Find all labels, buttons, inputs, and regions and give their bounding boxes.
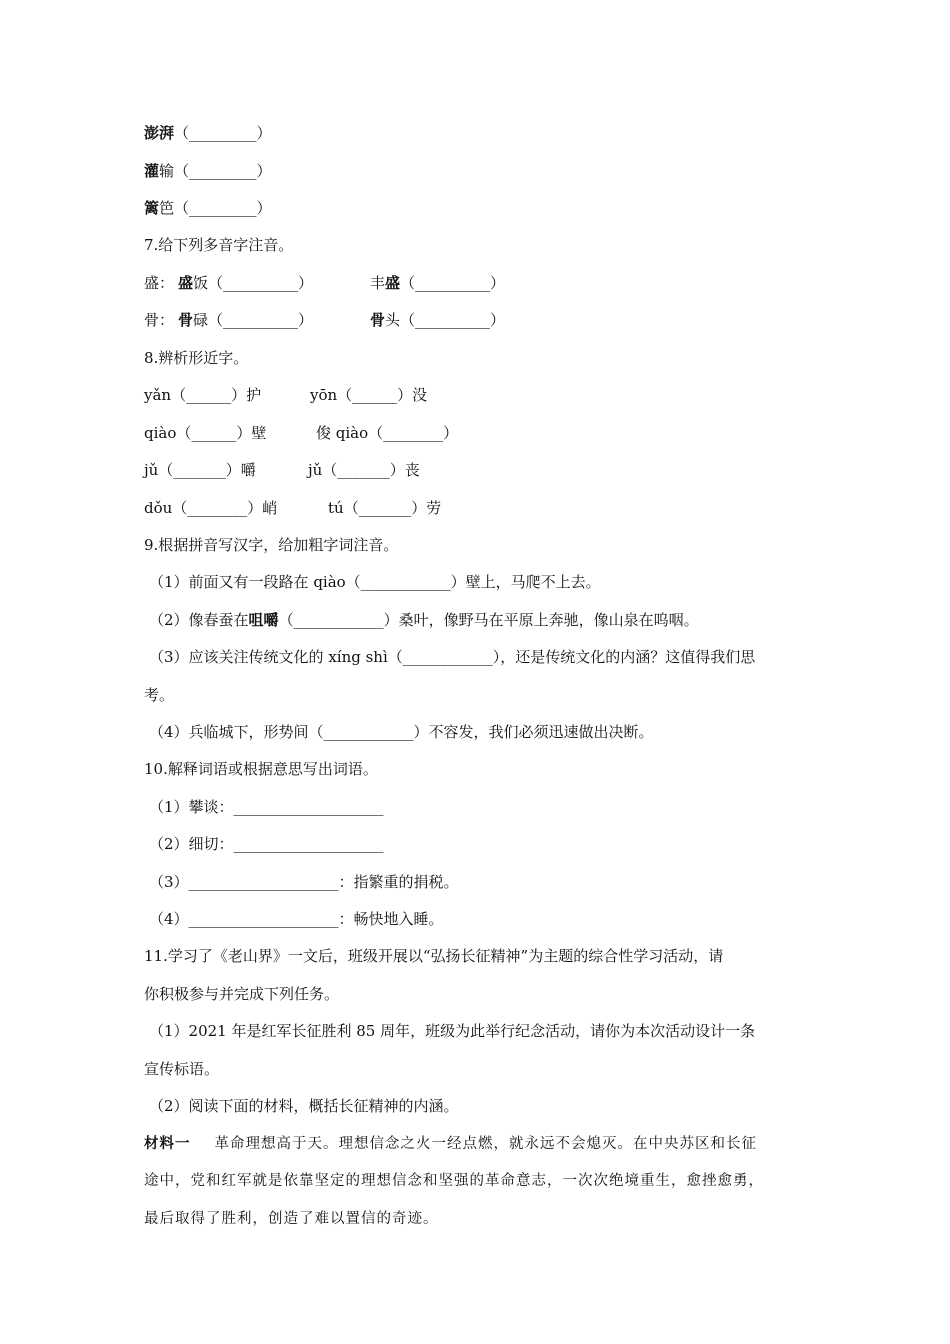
material-line: 途中，党和红军就是依靠坚定的理想信念和坚强的革命意志，一次次绝境重生，愈挫愈勇， (144, 1173, 764, 1189)
q9-item-2 (149, 609, 699, 631)
q8-item: qiào（______）壁 (144, 424, 267, 442)
word-blank: （_________） (174, 124, 272, 142)
q10-item-3: （3）____________________：指繁重的捐税。 (149, 873, 459, 891)
q8-item: tú（_______）劳 (328, 499, 442, 517)
bold-char: 骨 (370, 311, 386, 329)
bold-char: 盛 (385, 274, 401, 292)
bold-word: 篱 (144, 199, 160, 217)
q10-item-1: （1）攀谈：____________________ (149, 798, 384, 816)
q7-lead: 盛： (144, 274, 175, 292)
q11-item-1-cont: 宣传标语。 (144, 1060, 220, 1078)
q11-item-2: （2）阅读下面的材料，概括长征精神的内涵。 (149, 1097, 459, 1115)
material-label: 材料一 (144, 1136, 191, 1152)
bold-word: 灌 (144, 162, 160, 180)
q8-item: 俊 qiào（________） (316, 424, 459, 442)
question-7-title: 7.给下列多音字注音。 (144, 236, 294, 254)
q10-item-4: （4）____________________：畅快地入睡。 (149, 910, 444, 928)
q8-item: jǔ（_______）丧 (308, 461, 420, 479)
word-blank: 笆（_________） (159, 199, 272, 217)
q7-prefix: 丰 (370, 274, 386, 292)
material-text: 革命理想高于天。理想信念之火一经点燃，就永远不会熄灭。在中央苏区和长征 (214, 1136, 757, 1152)
word-item (144, 197, 272, 219)
q9-item-1: （1）前面又有一段路在 qiào（____________）壁上，马爬不上去。 (149, 573, 601, 591)
question-11-title-cont: 你积极参与并完成下列任务。 (144, 985, 340, 1003)
bold-word: 咀嚼 (248, 611, 279, 629)
question-8-title: 8.辨析形近字。 (144, 349, 249, 367)
q8-item: jǔ（_______）嚼 (144, 461, 256, 479)
question-11-title: 11.学习了《老山界》一文后，班级开展以“弘扬长征精神”为主题的综合性学习活动，请 (144, 947, 724, 965)
question-9-title: 9.根据拼音写汉字，给加粗字词注音。 (144, 536, 399, 554)
bold-char: 骨 (178, 311, 194, 329)
word-blank: 输（_________） (159, 162, 272, 180)
q7-lead: 骨： (144, 311, 175, 329)
word-item (144, 122, 272, 144)
q7-blank: 饭（__________） (193, 274, 314, 292)
question-10-title: 10.解释词语或根据意思写出词语。 (144, 760, 378, 778)
q9-text: （____________）桑叶，像野马在平原上奔驰，像山泉在呜咽。 (278, 611, 699, 629)
q7-blank: 头（__________） (385, 311, 506, 329)
bold-word: 澎湃 (144, 124, 175, 142)
q8-item: dǒu（________）峭 (144, 499, 278, 517)
q11-item-1: （1）2021 年是红军长征胜利 85 周年，班级为此举行纪念活动，请你为本次活动设计一条 (149, 1022, 756, 1040)
q7-blank: （__________） (400, 274, 506, 292)
q10-item-2: （2）细切：____________________ (149, 835, 384, 853)
bold-char: 盛 (178, 274, 194, 292)
q9-text: （2）像春蚕在 (149, 611, 249, 629)
q9-item-4: （4）兵临城下，形势间（____________）不容发，我们必须迅速做出决断。 (149, 723, 654, 741)
q8-item: yǎn（______）护 (144, 386, 262, 404)
q7-blank: 碌（__________） (193, 311, 314, 329)
material-line: 最后取得了胜利，创造了难以置信的奇迹。 (144, 1211, 439, 1227)
q9-item-3-cont: 考。 (144, 686, 175, 704)
q9-item-3: （3）应该关注传统文化的 xíng shì（____________），还是传统文化的内涵？这值得我们思 (149, 648, 756, 666)
word-item (144, 160, 272, 182)
q8-item: yōn（______）没 (310, 386, 428, 404)
material-line (144, 1133, 757, 1155)
